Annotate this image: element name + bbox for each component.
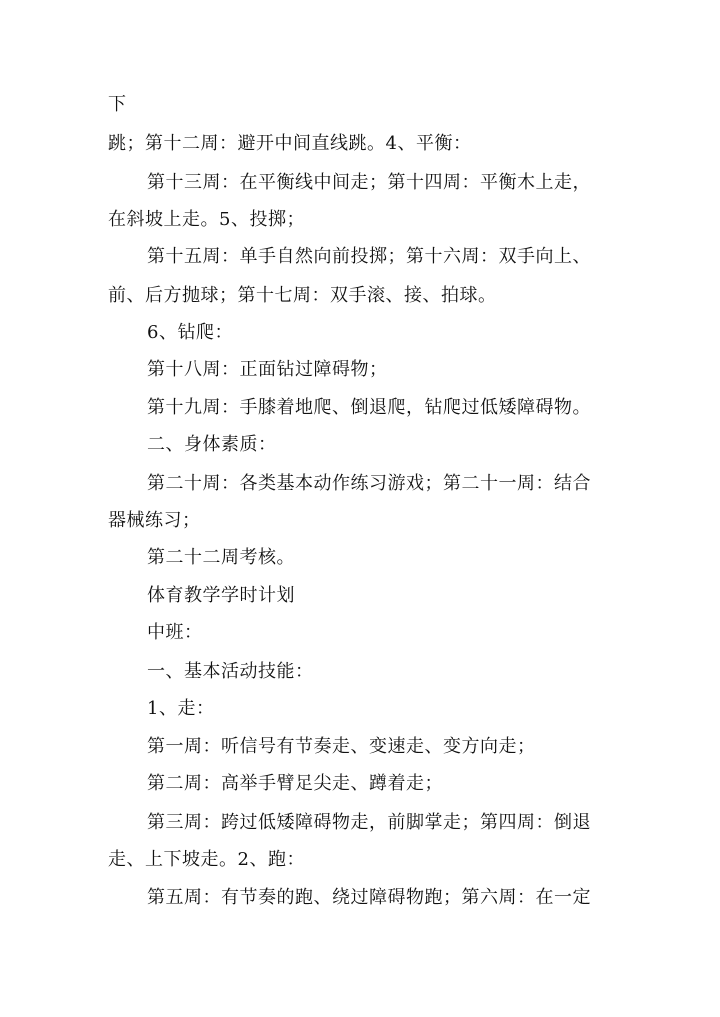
text-line-18: 第一周：听信号有节奏走、变速走、变方向走； [147, 736, 536, 757]
text-line-22: 第五周：有节奏的跑、绕过障碍物跑；第六周：在一定 [147, 887, 591, 908]
text-line-14: 体育教学学时计划 [147, 585, 295, 606]
text-line-20: 第三周：跨过低矮障碍物走，前脚掌走；第四周：倒退 [147, 812, 591, 833]
text-line-11: 第二十周：各类基本动作练习游戏；第二十一周：结合 [147, 473, 591, 494]
text-line-3: 第十三周：在平衡线中间走；第十四周：平衡木上走， [147, 172, 591, 193]
text-line-6: 前、后方抛球；第十七周：双手滚、接、拍球。 [108, 285, 497, 306]
text-line-12: 器械练习； [108, 510, 201, 531]
text-line-8: 第十八周：正面钻过障碍物； [147, 359, 388, 380]
text-line-15: 中班： [147, 622, 203, 643]
text-line-19: 第二周：高举手臂足尖走、蹲着走； [147, 773, 443, 794]
text-line-2: 跳；第十二周：避开中间直线跳。4、平衡： [108, 133, 472, 154]
text-line-16: 一、基本活动技能： [147, 661, 314, 682]
text-line-9: 第十九周：手膝着地爬、倒退爬，钻爬过低矮障碍物。 [147, 397, 591, 418]
text-line-21: 走、上下坡走。2、跑： [108, 849, 305, 870]
text-line-17: 1、走： [147, 698, 215, 719]
text-line-5: 第十五周：单手自然向前投掷；第十六周：双手向上、 [147, 246, 591, 267]
text-line-1: 下 [108, 94, 127, 115]
text-line-4: 在斜坡上走。5、投掷； [108, 209, 305, 230]
text-line-7: 6、钻爬： [147, 322, 233, 343]
text-line-10: 二、身体素质： [147, 434, 277, 455]
text-line-13: 第二十二周考核。 [147, 547, 295, 568]
